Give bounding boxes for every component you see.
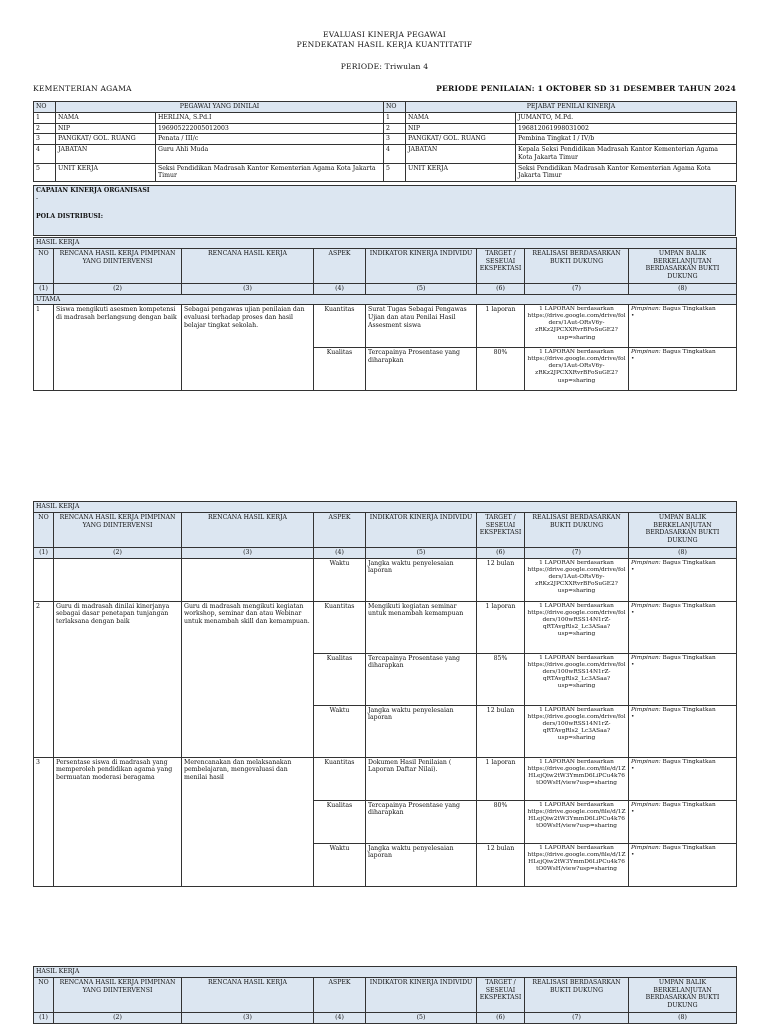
col-header: RENCANA HASIL KERJA PIMPINAN YANG DIINTERVENSI <box>54 248 182 283</box>
col-header: INDIKATOR KINERJA INDIVIDU <box>366 512 477 547</box>
col-number: (8) <box>629 283 737 294</box>
pegawai-field-value: Guru Ahli Muda <box>156 145 384 164</box>
col-header: INDIKATOR KINERJA INDIVIDU <box>366 977 477 1012</box>
indikator: Surat Tugas Sebagai Pengawas Ujian dan atau Penilai Hasil Assesment siswa <box>366 305 477 348</box>
umpan-balik <box>629 757 737 800</box>
col-number: (6) <box>477 547 525 558</box>
realisasi: 1 LAPORAN berdasarkan https://drive.google.com/file/d/1ZHLejQiw2tW3YmmD6LiPCu4k76tO0WsH/view?usp=sharing <box>525 757 629 800</box>
pejabat-no: 5 <box>384 163 406 182</box>
table-row <box>34 305 737 348</box>
feedback-text: Bagus Tingkatkan <box>662 602 716 609</box>
instansi: KEMENTERIAN AGAMA <box>33 84 132 93</box>
hasil-kerja-header-row <box>34 248 737 283</box>
pegawai-no: 3 <box>34 134 56 145</box>
col-number: (2) <box>54 283 182 294</box>
hasil-kerja-label: HASIL KERJA <box>34 967 737 978</box>
col-number: (1) <box>34 1012 54 1023</box>
item-no: 1 <box>34 305 54 391</box>
col-no-2: NO <box>384 102 406 113</box>
col-number: (5) <box>366 283 477 294</box>
pegawai-row <box>34 112 737 123</box>
pejabat-field-label: NAMA <box>406 112 516 123</box>
indikator: Jangka waktu penyelesaian laporan <box>366 558 477 601</box>
rhk-pimpinan: Guru di madrasah dinilai kinerjanya sebagai dasar penetapan tunjangan terlaksana dengan baik <box>54 601 182 757</box>
realisasi: 1 LAPORAN berdasarkan https://drive.google.com/drive/folders/1Aut-ORsV6y-zRKz2JPCXXRvrBFoSuGE2?usp=sharing <box>525 558 629 601</box>
pejabat-field-label: NIP <box>406 123 516 134</box>
col-header: TARGET / SESEUAI EKSPEKTASI <box>477 248 525 283</box>
pimpinan-label: Pimpinan: <box>631 801 661 808</box>
hasil-kerja-label: HASIL KERJA <box>34 502 737 513</box>
col-header: TARGET / SESEUAI EKSPEKTASI <box>477 977 525 1012</box>
indikator: Tercapainya Prosentase yang diharapkan <box>366 800 477 843</box>
pegawai-field-label: PANGKAT/ GOL. RUANG <box>56 134 156 145</box>
target: 1 laporan <box>477 305 525 348</box>
pegawai-no: 5 <box>34 163 56 182</box>
pejabat-field-value: Pembina Tingkat I / IV/b <box>516 134 737 145</box>
pegawai-row <box>34 123 737 134</box>
col-header: RENCANA HASIL KERJA PIMPINAN YANG DIINTERVENSI <box>54 977 182 1012</box>
aspek: Waktu <box>314 843 366 886</box>
pejabat-no: 4 <box>384 145 406 164</box>
pimpinan-label: Pimpinan: <box>631 758 661 765</box>
col-number: (4) <box>314 547 366 558</box>
umpan-balik <box>629 601 737 653</box>
umpan-balik <box>629 800 737 843</box>
aspek: Kualitas <box>314 348 366 391</box>
realisasi: 1 LAPORAN berdasarkan https://drive.google.com/drive/folders/1Aut-ORsV6y-zRKz2JPCXXRvrBFoSuGE2?usp=sharing <box>525 348 629 391</box>
pimpinan-label: Pimpinan: <box>631 306 661 313</box>
hasil-kerja-header-row <box>34 512 737 547</box>
pimpinan-label: Pimpinan: <box>631 844 661 851</box>
col-number: (2) <box>54 547 182 558</box>
item-no: 2 <box>34 601 54 757</box>
col-header: REALISASI BERDASARKAN BUKTI DUKUNG <box>525 248 629 283</box>
pimpinan-label: Pimpinan: <box>631 654 661 661</box>
aspek: Waktu <box>314 705 366 757</box>
realisasi: 1 LAPORAN berdasarkan https://drive.google.com/drive/folders/1Aut-ORsV6y-zRKz2JPCXXRvrBFoSuGE2?usp=sharing <box>525 305 629 348</box>
pegawai-row <box>34 163 737 182</box>
pegawai-no: 2 <box>34 123 56 134</box>
col-header: UMPAN BALIK BERKELANJUTAN BERDASARKAN BUKTI DUKUNG <box>629 248 737 283</box>
capaian-label: CAPAIAN KINERJA ORGANISASI <box>36 187 150 194</box>
doc-title: EVALUASI KINERJA PEGAWAI <box>322 30 446 39</box>
col-number: (8) <box>629 1012 737 1023</box>
indikator: Tercapainya Prosentase yang diharapkan <box>366 348 477 391</box>
column-number-row <box>34 283 737 294</box>
pejabat-no: 2 <box>384 123 406 134</box>
pejabat-field-label: UNIT KERJA <box>406 163 516 182</box>
indikator: Tercapainya Prosentase yang diharapkan <box>366 653 477 705</box>
hasil-kerja-table <box>33 237 737 391</box>
col-header: ASPEK <box>314 977 366 1012</box>
col-header: NO <box>34 248 54 283</box>
target: 1 laporan <box>477 757 525 800</box>
pegawai-field-label: NIP <box>56 123 156 134</box>
pejabat-no: 1 <box>384 112 406 123</box>
col-number: (1) <box>34 547 54 558</box>
rhk: Merencanakan dan melaksanakan pembelajaran, mengevaluasi dan menilai hasil <box>182 757 314 886</box>
pegawai-field-label: NAMA <box>56 112 156 123</box>
feedback-text: Bagus Tingkatkan <box>662 706 716 713</box>
target: 85% <box>477 653 525 705</box>
col-header: RENCANA HASIL KERJA <box>182 248 314 283</box>
utama-label: UTAMA <box>34 294 737 305</box>
bullet-icon: • <box>631 713 635 720</box>
col-header: RENCANA HASIL KERJA <box>182 512 314 547</box>
bullet-icon: • <box>631 566 635 573</box>
pegawai-no: 4 <box>34 145 56 164</box>
col-header: UMPAN BALIK BERKELANJUTAN BERDASARKAN BUKTI DUKUNG <box>629 977 737 1012</box>
aspek: Kualitas <box>314 800 366 843</box>
pegawai-field-value: Seksi Pendidikan Madrasah Kantor Kementerian Agama Kota Jakarta Timur <box>156 163 384 182</box>
bullet-icon: • <box>631 808 635 815</box>
indikator: Mengikuti kegiatan seminar untuk menambah kemampuan <box>366 601 477 653</box>
umpan-balik <box>629 348 737 391</box>
umpan-balik <box>629 653 737 705</box>
umpan-balik <box>629 558 737 601</box>
pegawai-field-value: HERLINA, S.Pd.I <box>156 112 384 123</box>
col-header: REALISASI BERDASARKAN BUKTI DUKUNG <box>525 977 629 1012</box>
col-header: UMPAN BALIK BERKELANJUTAN BERDASARKAN BUKTI DUKUNG <box>629 512 737 547</box>
feedback-text: Bagus Tingkatkan <box>662 758 716 765</box>
pejabat-no: 3 <box>384 134 406 145</box>
bullet-icon: • <box>631 609 635 616</box>
col-number: (6) <box>477 1012 525 1023</box>
col-number: (7) <box>525 547 629 558</box>
col-number: (7) <box>525 283 629 294</box>
column-number-row <box>34 547 737 558</box>
col-header: RENCANA HASIL KERJA PIMPINAN YANG DIINTERVENSI <box>54 512 182 547</box>
umpan-balik <box>629 843 737 886</box>
realisasi: 1 LAPORAN berdasarkan https://drive.google.com/drive/folders/100wRSS14N1rZ-qRTAvgRls2_Lc3ASaa?usp=sharing <box>525 705 629 757</box>
aspek: Kuantitas <box>314 757 366 800</box>
feedback-text: Bagus Tingkatkan <box>662 801 716 808</box>
pegawai-field-label: UNIT KERJA <box>56 163 156 182</box>
indikator: Jangka waktu penyelesaian laporan <box>366 843 477 886</box>
pimpinan-label: Pimpinan: <box>631 349 661 356</box>
pimpinan-label: Pimpinan: <box>631 706 661 713</box>
feedback-text: Bagus Tingkatkan <box>662 306 716 313</box>
col-number: (3) <box>182 547 314 558</box>
capaian-table <box>33 185 736 236</box>
rhk-pimpinan: Persentase siswa di madrasah yang memperoleh pendidikan agama yang bermuatan moderasi beragama <box>54 757 182 886</box>
col-pegawai-dinilai: PEGAWAI YANG DINILAI <box>56 102 384 113</box>
bullet-icon: • <box>631 661 635 668</box>
periode-penilaian: PERIODE PENILAIAN: 1 OKTOBER SD 31 DESEMBER TAHUN 2024 <box>436 84 736 93</box>
rhk: Guru di madrasah mengikuti kegiatan workshop, seminar dan atau Webinar untuk menambah skill dan kemampuan. <box>182 601 314 757</box>
feedback-text: Bagus Tingkatkan <box>662 349 716 356</box>
pegawai-table <box>33 101 737 182</box>
hasil-kerja-label: HASIL KERJA <box>34 238 737 249</box>
item-no: 3 <box>34 757 54 886</box>
pegawai-field-value: Penata / III/c <box>156 134 384 145</box>
pegawai-field-value: 196905222005012003 <box>156 123 384 134</box>
target: 80% <box>477 800 525 843</box>
col-no: NO <box>34 102 56 113</box>
pegawai-no: 1 <box>34 112 56 123</box>
bullet-icon: • <box>631 851 635 858</box>
pimpinan-label: Pimpinan: <box>631 602 661 609</box>
pegawai-header-row <box>34 102 737 113</box>
pola-cell <box>34 212 736 236</box>
target: 12 bulan <box>477 843 525 886</box>
column-number-row <box>34 1012 737 1023</box>
col-number: (2) <box>54 1012 182 1023</box>
table-row <box>34 601 737 653</box>
pegawai-row <box>34 134 737 145</box>
pegawai-section <box>33 101 736 236</box>
col-pejabat-penilai: PEJABAT PENILAI KINERJA <box>406 102 737 113</box>
col-number: (7) <box>525 1012 629 1023</box>
pimpinan-label: Pimpinan: <box>631 559 661 566</box>
hasil-kerja-header-row <box>34 977 737 1012</box>
doc-periode: PERIODE: Triwulan 4 <box>340 62 429 71</box>
pejabat-field-value: Kepala Seksi Pendidikan Madrasah Kantor Kementerian Agama Kota Jakarta Timur <box>516 145 737 164</box>
target: 80% <box>477 348 525 391</box>
hasil-kerja-section-2 <box>33 501 736 887</box>
col-number: (6) <box>477 283 525 294</box>
pegawai-field-label: JABATAN <box>56 145 156 164</box>
col-number: (4) <box>314 1012 366 1023</box>
aspek: Kualitas <box>314 653 366 705</box>
pejabat-field-value: Seksi Pendidikan Madrasah Kantor Kementerian Agama Kota Jakarta Timur <box>516 163 737 182</box>
rhk: Sebagai pengawas ujian penilaian dan evaluasi terhadap proses dan hasil belajar tingkat sekolah. <box>182 305 314 391</box>
rhk-pimpinan: Siswa mengikuti asesmen kompetensi di madrasah berlangsung dengan baik <box>54 305 182 391</box>
feedback-text: Bagus Tingkatkan <box>662 654 716 661</box>
pejabat-field-value: 196812061998031002 <box>516 123 737 134</box>
target: 12 bulan <box>477 705 525 757</box>
col-number: (8) <box>629 547 737 558</box>
bullet-icon: • <box>631 313 635 320</box>
hasil-kerja-table <box>33 501 737 887</box>
pejabat-field-value: JUMANTO, M.Pd. <box>516 112 737 123</box>
aspek: Waktu <box>314 558 366 601</box>
realisasi: 1 LAPORAN berdasarkan https://drive.google.com/drive/folders/100wRSS14N1rZ-qRTAvgRls2_Lc3ASaa?usp=sharing <box>525 653 629 705</box>
feedback-text: Bagus Tingkatkan <box>662 559 716 566</box>
capaian-cell <box>34 186 736 213</box>
col-number: (1) <box>34 283 54 294</box>
pejabat-field-label: PANGKAT/ GOL. RUANG <box>406 134 516 145</box>
table-row <box>34 558 737 601</box>
aspek: Kuantitas <box>314 305 366 348</box>
col-header: TARGET / SESEUAI EKSPEKTASI <box>477 512 525 547</box>
realisasi: 1 LAPORAN berdasarkan https://drive.google.com/drive/folders/100wRSS14N1rZ-qRTAvgRls2_Lc3ASaa?usp=sharing <box>525 601 629 653</box>
indikator: Jangka waktu penyelesaian laporan <box>366 705 477 757</box>
col-header: REALISASI BERDASARKAN BUKTI DUKUNG <box>525 512 629 547</box>
hasil-kerja-section-1 <box>33 237 736 391</box>
col-header: ASPEK <box>314 512 366 547</box>
target: 12 bulan <box>477 558 525 601</box>
col-number: (5) <box>366 547 477 558</box>
feedback-text: Bagus Tingkatkan <box>662 844 716 851</box>
hasil-kerja-section-3 <box>33 966 736 1024</box>
pejabat-field-label: JABATAN <box>406 145 516 164</box>
doc-subtitle: PENDEKATAN HASIL KERJA KUANTITATIF <box>296 40 473 49</box>
table-row <box>34 757 737 800</box>
col-header: NO <box>34 512 54 547</box>
hasil-kerja-table <box>33 966 737 1024</box>
col-number: (4) <box>314 283 366 294</box>
realisasi: 1 LAPORAN berdasarkan https://drive.google.com/file/d/1ZHLejQiw2tW3YmmD6LiPCu4k76tO0WsH/view?usp=sharing <box>525 800 629 843</box>
umpan-balik <box>629 705 737 757</box>
realisasi: 1 LAPORAN berdasarkan https://drive.google.com/file/d/1ZHLejQiw2tW3YmmD6LiPCu4k76tO0WsH/view?usp=sharing <box>525 843 629 886</box>
pola-label: POLA DISTRIBUSI: <box>36 213 103 220</box>
col-header: NO <box>34 977 54 1012</box>
pegawai-row <box>34 145 737 164</box>
bullet-icon: • <box>631 765 635 772</box>
target: 1 laporan <box>477 601 525 653</box>
col-header: INDIKATOR KINERJA INDIVIDU <box>366 248 477 283</box>
col-header: ASPEK <box>314 248 366 283</box>
capaian-value: - <box>36 194 39 202</box>
col-number: (3) <box>182 283 314 294</box>
bullet-icon: • <box>631 356 635 363</box>
col-number: (3) <box>182 1012 314 1023</box>
col-number: (5) <box>366 1012 477 1023</box>
indikator: Dokumen Hasil Penilaian ( Laporan Daftar Nilai). <box>366 757 477 800</box>
aspek: Kuantitas <box>314 601 366 653</box>
col-header: RENCANA HASIL KERJA <box>182 977 314 1012</box>
umpan-balik <box>629 305 737 348</box>
